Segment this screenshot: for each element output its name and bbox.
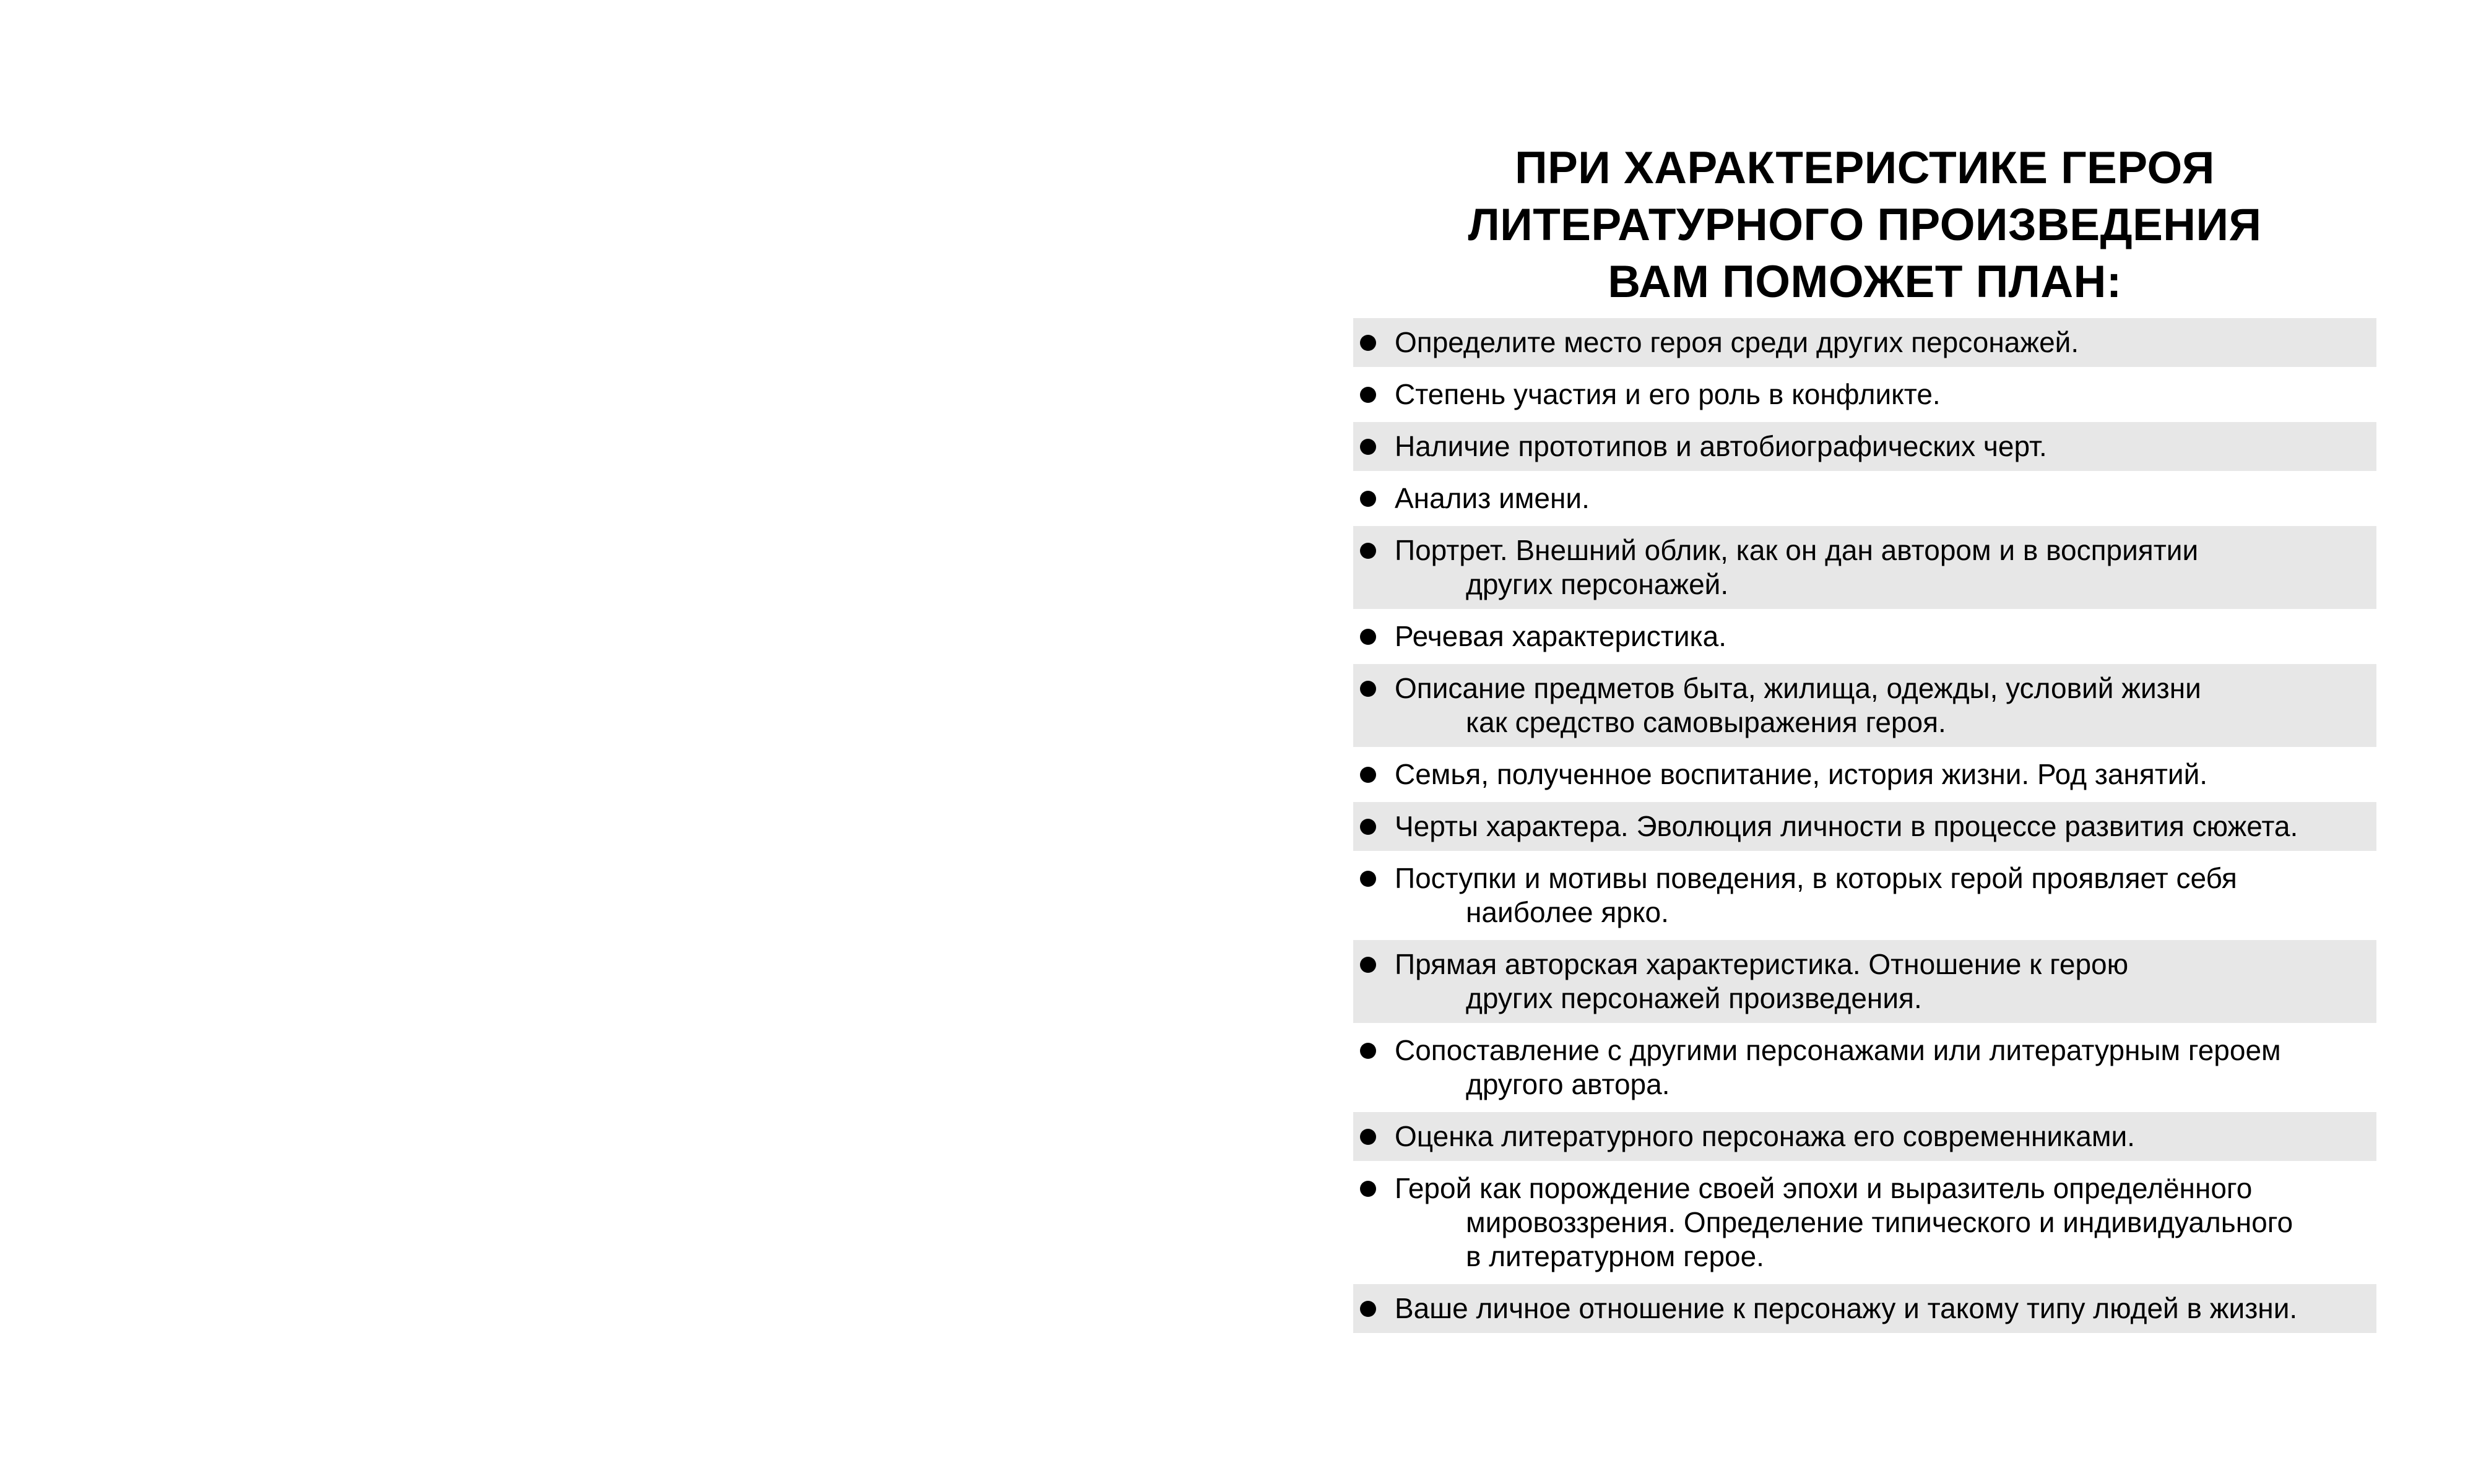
list-item	[1353, 854, 2376, 937]
list-item	[1353, 940, 2376, 1023]
list-item-text: как средство самовыражения героя.	[1466, 706, 1946, 738]
bullet-icon	[1360, 767, 1376, 783]
list-item-text: мировоззрения. Определение типического и индивидуального	[1466, 1206, 2293, 1238]
page-title-line: ВАМ ПОМОЖЕТ ПЛАН:	[1608, 257, 2122, 307]
list-item-text: других персонажей.	[1466, 568, 1729, 600]
bullet-icon	[1360, 1043, 1376, 1059]
list-item-text: Степень участия и его роль в конфликте.	[1395, 378, 1941, 410]
list-item-text: Портрет. Внешний облик, как он дан автором и в восприятии	[1395, 534, 2199, 566]
list-item-text: Поступки и мотивы поведения, в которых герой проявляет себя	[1395, 862, 2237, 894]
page-title-line: ЛИТЕРАТУРНОГО ПРОИЗВЕДЕНИЯ	[1468, 200, 2262, 250]
bullet-icon	[1360, 491, 1376, 507]
bullet-icon	[1360, 681, 1376, 697]
list-item	[1353, 750, 2376, 799]
list-item	[1353, 1026, 2376, 1109]
list-item-text: наиболее ярко.	[1466, 896, 1669, 928]
bullet-icon	[1360, 957, 1376, 973]
list-item	[1353, 318, 2376, 367]
list-item	[1353, 526, 2376, 609]
list-item	[1353, 1112, 2376, 1161]
list-item-text: Описание предметов быта, жилища, одежды, условий жизни	[1395, 672, 2201, 704]
bullet-icon	[1360, 335, 1376, 351]
list-item	[1353, 802, 2376, 851]
list-item-text: Сопоставление с другими персонажами или литературным героем	[1395, 1034, 2281, 1066]
bullet-icon	[1360, 439, 1376, 455]
bullet-icon	[1360, 543, 1376, 559]
page-title-line: ПРИ ХАРАКТЕРИСТИКЕ ГЕРОЯ	[1515, 143, 2215, 193]
list-item	[1353, 612, 2376, 661]
plan-list	[1353, 318, 2376, 1333]
bullet-icon	[1360, 1129, 1376, 1145]
list-item	[1353, 1284, 2376, 1333]
bullet-icon	[1360, 871, 1376, 887]
list-item-text: Речевая характеристика.	[1395, 620, 1727, 652]
list-item-text: других персонажей произведения.	[1466, 982, 1922, 1014]
bullet-icon	[1360, 1301, 1376, 1317]
bullet-icon	[1360, 1181, 1376, 1197]
list-item-text: Наличие прототипов и автобиографических черт.	[1395, 430, 2047, 462]
list-item-text: Определите место героя среди других персонажей.	[1395, 326, 2079, 358]
page-title	[1322, 140, 2407, 311]
bullet-icon	[1360, 629, 1376, 645]
list-item-text: Оценка литературного персонажа его современниками.	[1395, 1120, 2135, 1152]
list-item	[1353, 370, 2376, 419]
list-item	[1353, 664, 2376, 747]
list-item-text: Семья, полученное воспитание, история жизни. Род занятий.	[1395, 758, 2208, 790]
list-item-text: Ваше личное отношение к персонажу и такому типу людей в жизни.	[1395, 1292, 2298, 1324]
list-item	[1353, 1164, 2376, 1281]
list-item-text: другого автора.	[1466, 1068, 1670, 1100]
list-item	[1353, 474, 2376, 523]
list-item	[1353, 422, 2376, 471]
list-item-text: Анализ имени.	[1395, 482, 1590, 514]
list-item-text: Черты характера. Эволюция личности в процессе развития сюжета.	[1395, 810, 2298, 842]
bullet-icon	[1360, 387, 1376, 403]
list-item-text: Герой как порождение своей эпохи и выразитель определённого	[1395, 1172, 2253, 1204]
list-item-text: в литературном герое.	[1466, 1240, 1764, 1272]
bullet-icon	[1360, 819, 1376, 835]
list-item-text: Прямая авторская характеристика. Отношение к герою	[1395, 948, 2129, 980]
